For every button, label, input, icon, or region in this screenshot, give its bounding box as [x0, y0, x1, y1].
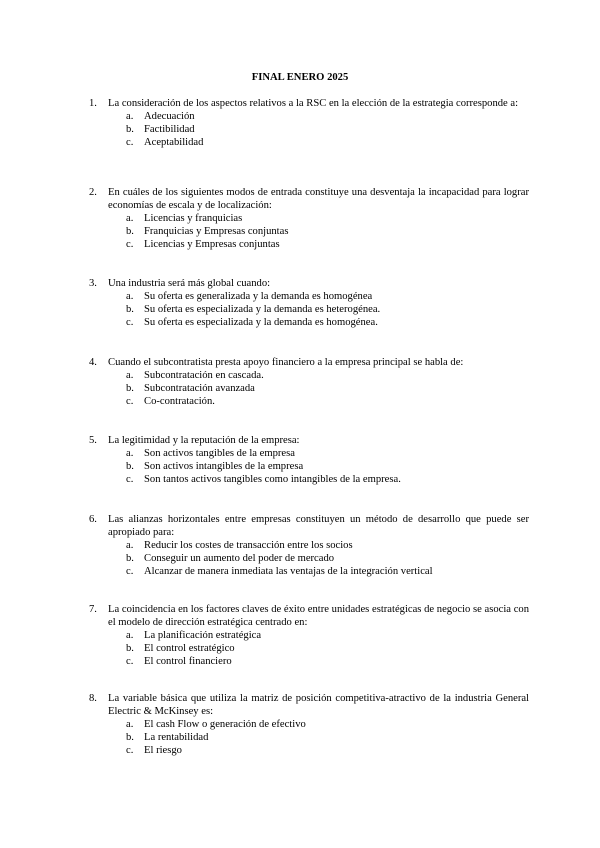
option-letter: c. — [126, 474, 134, 485]
question-1 — [89, 97, 529, 149]
option-text: Subcontratación avanzada — [144, 383, 255, 394]
option-text: El riesgo — [144, 745, 182, 756]
option-c — [89, 473, 529, 486]
option-letter: c. — [126, 566, 134, 577]
option-letter: c. — [126, 317, 134, 328]
question-text: La consideración de los aspectos relativos a la RSC en la elección de la estrategia corresponde a: — [108, 98, 519, 109]
option-letter: a. — [126, 630, 134, 641]
option-letter: b. — [126, 553, 134, 564]
option-letter: a. — [126, 213, 134, 224]
option-letter: b. — [126, 383, 134, 394]
question-6 — [89, 513, 529, 578]
option-text: Son tantos activos tangibles como intangibles de la empresa. — [144, 474, 401, 485]
option-text: La rentabilidad — [144, 732, 209, 743]
option-text: Son activos tangibles de la empresa — [144, 448, 295, 459]
question-number: 1. — [89, 98, 97, 109]
option-text: Factibilidad — [144, 124, 195, 135]
option-text: El cash Flow o generación de efectivo — [144, 719, 306, 730]
option-text: Co-contratación. — [144, 396, 215, 407]
option-text: Reducir los costes de transacción entre los socios — [144, 540, 353, 551]
option-a — [89, 539, 529, 552]
question-text: Cuando el subcontratista presta apoyo financiero a la empresa principal se habla de: — [108, 357, 464, 368]
option-letter: a. — [126, 111, 134, 122]
option-letter: a. — [126, 719, 134, 730]
option-b — [89, 303, 529, 316]
option-text: La planificación estratégica — [144, 630, 262, 641]
option-letter: c. — [126, 239, 134, 250]
option-b — [89, 225, 529, 238]
question-text: La variable básica que utiliza la matriz de posición competitiva-atractivo de la industria General Electric & McKinsey es: — [108, 693, 529, 717]
option-text: El control financiero — [144, 656, 232, 667]
option-letter: a. — [126, 291, 134, 302]
page-title: FINAL ENERO 2025 — [251, 72, 349, 83]
question-text: Las alianzas horizontales entre empresas constituyen un método de desarrollo que puede ser apropiado para: — [108, 514, 529, 538]
question-text: La legitimidad y la reputación de la empresa: — [108, 435, 300, 446]
question-text: En cuáles de los siguientes modos de entrada constituye una desventaja la incapacidad para lograr economías de escala y de localización: — [108, 187, 529, 211]
option-c — [89, 316, 529, 329]
option-letter: c. — [126, 656, 134, 667]
option-letter: a. — [126, 448, 134, 459]
option-text: Su oferta es especializada y la demanda es heterogénea. — [144, 304, 381, 315]
option-b — [89, 460, 529, 473]
options-list — [89, 212, 529, 251]
question-number: 5. — [89, 435, 97, 446]
option-text: Franquicias y Empresas conjuntas — [144, 226, 289, 237]
option-letter: b. — [126, 226, 134, 237]
option-text: El control estratégico — [144, 643, 235, 654]
option-a — [89, 290, 529, 303]
option-text: Conseguir un aumento del poder de mercado — [144, 553, 335, 564]
option-letter: b. — [126, 732, 134, 743]
option-a — [89, 447, 529, 460]
question-8 — [89, 692, 529, 757]
option-c — [89, 655, 529, 668]
question-2 — [89, 186, 529, 251]
option-letter: b. — [126, 643, 134, 654]
question-7 — [89, 603, 529, 668]
option-letter: b. — [126, 461, 134, 472]
question-number: 2. — [89, 187, 97, 198]
option-text: Su oferta es especializada y la demanda es homogénea. — [144, 317, 378, 328]
option-b — [89, 382, 529, 395]
options-list — [89, 539, 529, 578]
option-a — [89, 212, 529, 225]
option-text: Subcontratación en cascada. — [144, 370, 264, 381]
question-text: La coincidencia en los factores claves de éxito entre unidades estratégicas de negocio se asocia con el modelo de dirección estratégica centrado en: — [108, 604, 529, 628]
option-text: Licencias y Empresas conjuntas — [144, 239, 280, 250]
option-b — [89, 642, 529, 655]
option-letter: c. — [126, 137, 134, 148]
option-a — [89, 629, 529, 642]
option-letter: c. — [126, 745, 134, 756]
option-a — [89, 369, 529, 382]
option-letter: b. — [126, 304, 134, 315]
question-number: 7. — [89, 604, 97, 615]
option-b — [89, 731, 529, 744]
options-list — [89, 369, 529, 408]
options-list — [89, 447, 529, 486]
option-b — [89, 552, 529, 565]
question-5 — [89, 434, 529, 486]
option-letter: b. — [126, 124, 134, 135]
question-4 — [89, 356, 529, 408]
options-list — [89, 290, 529, 329]
option-text: Licencias y franquicias — [144, 213, 243, 224]
option-c — [89, 238, 529, 251]
option-a — [89, 110, 529, 123]
option-c — [89, 565, 529, 578]
question-number: 3. — [89, 278, 97, 289]
option-c — [89, 136, 529, 149]
question-number: 4. — [89, 357, 97, 368]
option-c — [89, 744, 529, 757]
question-text: Una industria será más global cuando: — [108, 278, 271, 289]
option-b — [89, 123, 529, 136]
option-text: Son activos intangibles de la empresa — [144, 461, 304, 472]
option-a — [89, 718, 529, 731]
option-text: Aceptabilidad — [144, 137, 204, 148]
option-letter: c. — [126, 396, 134, 407]
option-text: Adecuación — [144, 111, 195, 122]
option-text: Alcanzar de manera inmediata las ventajas de la integración vertical — [144, 566, 433, 577]
options-list — [89, 629, 529, 668]
option-letter: a. — [126, 370, 134, 381]
options-list — [89, 110, 529, 149]
question-number: 8. — [89, 693, 97, 704]
options-list — [89, 718, 529, 757]
option-text: Su oferta es generalizada y la demanda es homogénea — [144, 291, 373, 302]
question-number: 6. — [89, 514, 97, 525]
option-c — [89, 395, 529, 408]
option-letter: a. — [126, 540, 134, 551]
question-3 — [89, 277, 529, 329]
